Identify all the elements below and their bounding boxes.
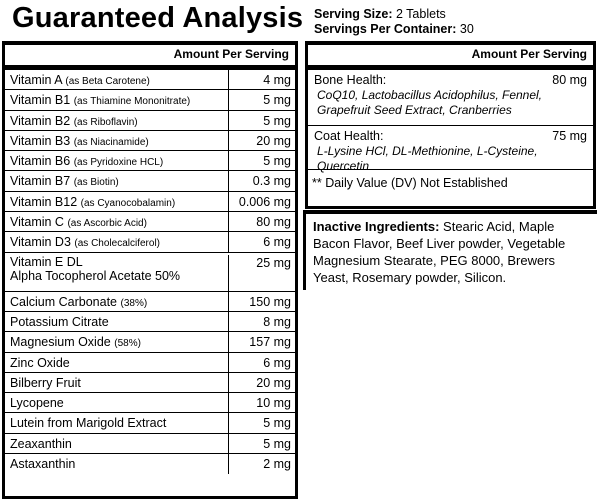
nutrient-amount: 157 mg xyxy=(228,332,295,351)
nutrient-amount: 0.006 mg xyxy=(228,192,295,211)
nutrient-label-line2: Alpha Tocopherol Acetate 50% xyxy=(10,268,181,283)
table-row xyxy=(5,131,295,151)
daily-value-note: ** Daily Value (DV) Not Established xyxy=(312,176,508,190)
nutrient-amount: 150 mg xyxy=(228,292,295,311)
nutrient-label: Vitamin B1 xyxy=(10,93,71,108)
vitamins-mineral-table xyxy=(2,41,298,499)
blend-amount: 75 mg xyxy=(552,129,587,143)
nutrient-source: (as Cholecalciferol) xyxy=(74,238,160,250)
nutrient-amount: 80 mg xyxy=(228,212,295,231)
nutrient-name xyxy=(5,151,228,170)
table-row xyxy=(5,332,295,352)
blend-name: Bone Health: xyxy=(314,73,387,87)
blend-ingredients: L-Lysine HCl, DL-Methionine, L-Cysteine, Quercetin xyxy=(317,144,538,173)
table-row xyxy=(5,192,295,212)
nutrient-label: Vitamin D3 xyxy=(10,235,71,250)
table-row xyxy=(5,434,295,454)
nutrient-source: (as Niacinamide) xyxy=(73,136,149,148)
serving-info xyxy=(314,7,474,37)
nutrient-label: Potassium Citrate xyxy=(10,314,109,329)
nutrient-source: (as Thiamine Mononitrate) xyxy=(73,96,191,108)
nutrient-label: Vitamin E DL xyxy=(10,254,83,269)
nutrient-label: Calcium Carbonate xyxy=(10,294,117,309)
nutrient-name xyxy=(5,70,228,89)
nutrient-amount: 25 mg xyxy=(228,255,295,291)
nutrient-label: Vitamin B2 xyxy=(10,113,71,128)
nutrient-name xyxy=(5,373,228,392)
table-row xyxy=(5,353,295,373)
table-row xyxy=(5,393,295,413)
table-row xyxy=(5,171,295,191)
nutrient-amount: 10 mg xyxy=(228,393,295,412)
table-row xyxy=(5,90,295,110)
nutrient-amount: 4 mg xyxy=(228,70,295,89)
nutrient-name xyxy=(5,232,228,251)
nutrient-source: (as Riboflavin) xyxy=(73,116,138,128)
table-row xyxy=(5,292,295,312)
table-row xyxy=(5,454,295,474)
table-row xyxy=(5,413,295,433)
nutrient-name xyxy=(5,312,228,331)
nutrient-name xyxy=(5,434,228,453)
table-row xyxy=(5,70,295,90)
nutrient-name xyxy=(5,393,228,412)
nutrient-amount: 6 mg xyxy=(228,232,295,251)
nutrient-label: Vitamin C xyxy=(10,215,64,230)
nutrient-label: Astaxanthin xyxy=(10,457,76,472)
nutrient-amount: 5 mg xyxy=(228,90,295,109)
nutrient-amount: 0.3 mg xyxy=(228,171,295,190)
nutrient-name xyxy=(5,413,228,432)
nutrient-name xyxy=(5,292,228,311)
nutrient-source: (as Pyridoxine HCL) xyxy=(73,157,164,169)
nutrient-amount: 5 mg xyxy=(228,111,295,130)
servings-per-container-value: 30 xyxy=(459,22,474,36)
table-row xyxy=(5,212,295,232)
blend-amount: 80 mg xyxy=(552,73,587,87)
nutrient-amount: 20 mg xyxy=(228,373,295,392)
page-title: Guaranteed Analysis xyxy=(12,2,304,34)
nutrient-amount: 8 mg xyxy=(228,312,295,331)
nutrient-label: Bilberry Fruit xyxy=(10,375,81,390)
nutrient-source: (38%) xyxy=(120,297,148,309)
inactive-text: Stearic Acid, Maple Bacon Flavor, Beef Liver powder, Vegetable Magnesium Stearate, PEG 8000, Brewers Yeast, Rosemary powder, Silicon. xyxy=(313,219,566,285)
nutrient-source: (as Ascorbic Acid) xyxy=(67,218,147,230)
inactive-ingredients xyxy=(303,210,597,290)
table-row xyxy=(5,151,295,171)
nutrient-name xyxy=(5,454,228,474)
nutrient-source: (58%) xyxy=(114,338,141,350)
nutrient-name xyxy=(5,332,228,351)
nutrient-amount: 2 mg xyxy=(228,454,295,474)
nutrient-source: (as Cyanocobalamin) xyxy=(80,197,176,209)
left-table-header: Amount Per Serving xyxy=(5,45,295,70)
nutrient-source: (as Beta Carotene) xyxy=(65,76,150,87)
right-table-header: Amount Per Serving xyxy=(308,45,593,70)
nutrient-label: Zinc Oxide xyxy=(10,355,70,370)
nutrient-label: Vitamin B7 xyxy=(10,174,71,189)
serving-size-value: 2 Tablets xyxy=(395,7,446,21)
blend-ingredients: CoQ10, Lactobacillus Acidophilus, Fennel, Grapefruit Seed Extract, Cranberries xyxy=(317,88,543,117)
coat-health-block xyxy=(308,126,593,173)
nutrient-amount: 20 mg xyxy=(228,131,295,150)
nutrient-amount: 5 mg xyxy=(228,434,295,453)
serving-size-label: Serving Size: xyxy=(314,7,393,21)
table-row xyxy=(5,253,295,292)
nutrient-label: Magnesium Oxide xyxy=(10,335,111,350)
nutrient-name xyxy=(5,131,228,150)
nutrient-label: Vitamin A xyxy=(10,73,62,87)
nutrient-amount: 6 mg xyxy=(228,353,295,372)
nutrient-name xyxy=(5,111,228,130)
table-row xyxy=(5,232,295,252)
nutrient-name xyxy=(5,212,228,231)
blend-name: Coat Health: xyxy=(314,129,384,143)
nutrient-name xyxy=(5,90,228,109)
nutrient-amount: 5 mg xyxy=(228,413,295,432)
table-row xyxy=(5,111,295,131)
nutrient-label: Lutein from Marigold Extract xyxy=(10,416,167,431)
inactive-label: Inactive Ingredients: xyxy=(313,219,440,234)
nutrient-label: Vitamin B6 xyxy=(10,154,71,169)
table-row xyxy=(5,312,295,332)
servings-per-container-label: Servings Per Container: xyxy=(314,22,457,36)
nutrient-source: (as Biotin) xyxy=(73,177,119,189)
nutrient-name xyxy=(5,255,228,291)
nutrient-label: Vitamin B12 xyxy=(10,194,78,209)
nutrient-label: Lycopene xyxy=(10,396,64,411)
nutrient-name xyxy=(5,171,228,190)
nutrient-name xyxy=(5,353,228,372)
table-row xyxy=(5,373,295,393)
nutrient-label: Zeaxanthin xyxy=(10,436,72,451)
health-blend-table xyxy=(305,41,596,209)
bone-health-block xyxy=(308,70,593,126)
nutrient-name xyxy=(5,192,228,211)
nutrient-label: Vitamin B3 xyxy=(10,133,71,148)
nutrient-amount: 5 mg xyxy=(228,151,295,170)
